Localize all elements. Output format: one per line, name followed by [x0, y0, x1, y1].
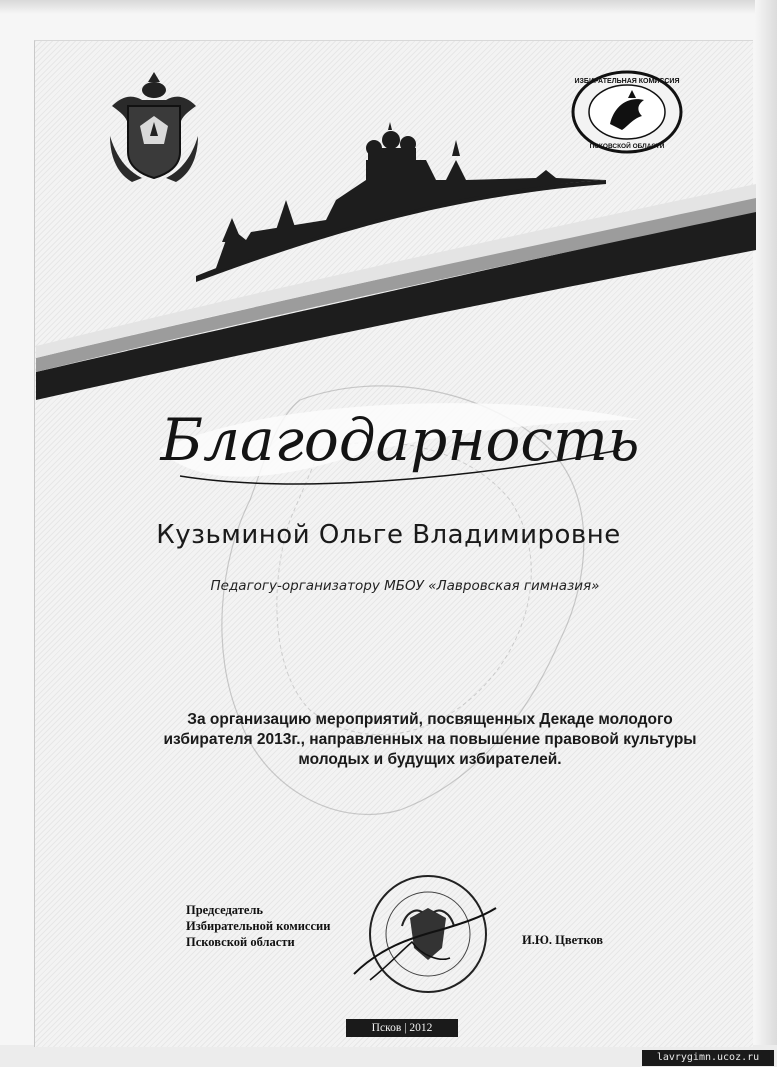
recipient-name: Кузьминой Ольге Владимировне: [156, 520, 621, 550]
coat-of-arms-icon: [102, 66, 206, 186]
website-watermark: lavrygimn.ucoz.ru: [642, 1050, 774, 1066]
reason-line: За организацию мероприятий, посвященных Декаде молодого: [187, 711, 673, 728]
signatory-title-line: Псковской области: [186, 935, 295, 949]
svg-text:ПСКОВСКОЙ ОБЛАСТИ: ПСКОВСКОЙ ОБЛАСТИ: [589, 143, 665, 150]
signatory-title-line: Избирательной комиссии: [186, 919, 331, 933]
reason-line: избирателя 2013г., направленных на повышение правовой культуры: [163, 731, 697, 748]
commission-logo-icon: [570, 70, 684, 154]
reason-line: молодых и будущих избирателей.: [298, 751, 562, 768]
signatory-title: [186, 902, 386, 950]
recipient-position: Педагогу-организатору МБОУ «Лавровская гимназия»: [210, 578, 600, 594]
svg-text:ИЗБИРАТЕЛЬНАЯ КОМИССИЯ: ИЗБИРАТЕЛЬНАЯ КОМИССИЯ: [574, 78, 680, 85]
scan-top-shadow: [0, 0, 777, 14]
place-year-badge: Псков | 2012: [346, 1019, 458, 1037]
award-reason: [140, 710, 720, 770]
heading-text: Благодарность: [160, 406, 640, 474]
certificate-heading: [140, 380, 660, 510]
signatory-name: И.Ю. Цветков: [522, 933, 604, 947]
signatory-title-line: Председатель: [186, 903, 264, 917]
